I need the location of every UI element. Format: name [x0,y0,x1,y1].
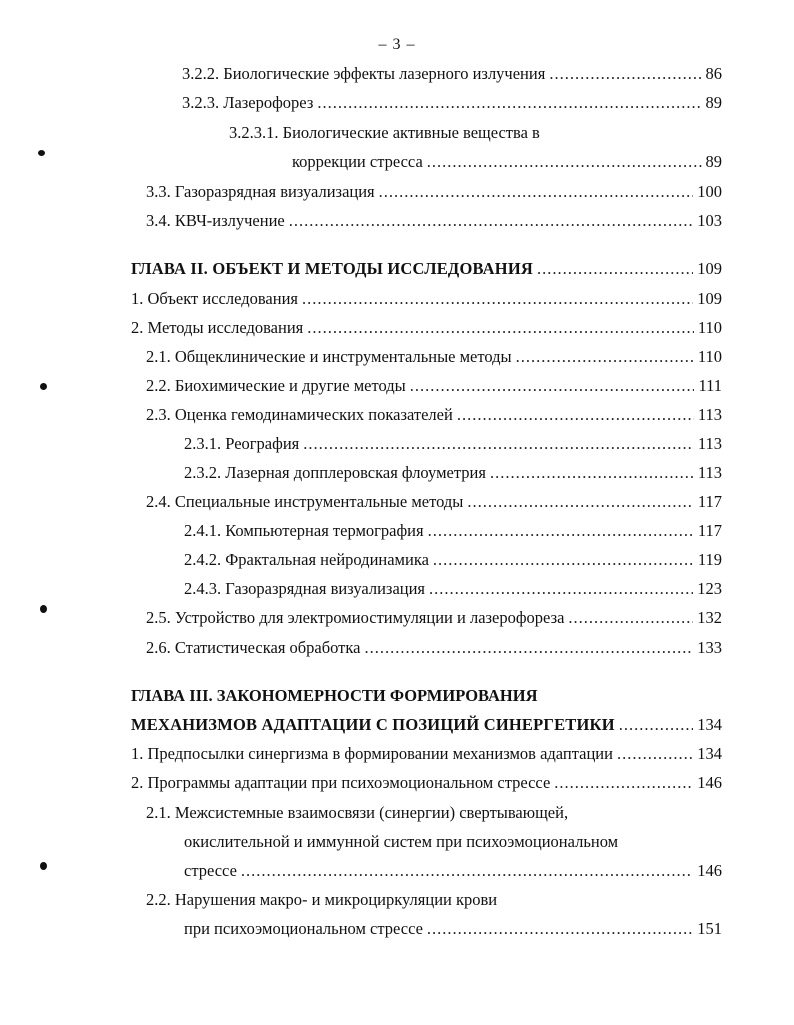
toc-entry[interactable] [184,549,722,571]
scan-speck [40,383,47,390]
leader-dots [364,637,693,659]
toc-entry[interactable] [184,433,722,455]
toc-entry-page: 134 [697,715,722,734]
leader-dots [410,375,695,397]
toc-entry-page: 146 [697,861,722,880]
toc-entry-title: 3.2.2. Биологические эффекты лазерного излучения [182,64,546,83]
leader-dots [467,491,694,513]
toc-entry[interactable] [146,346,722,368]
toc-entry-title: 2.3.1. Реография [184,434,300,453]
toc-entry-title: 2.5. Устройство для электромиостимуляции и лазерофореза [146,608,565,627]
toc-entry[interactable] [184,578,722,600]
scan-speck [38,150,45,156]
leader-dots [303,433,694,455]
toc-entry-title: при психоэмоциональном стрессе [184,919,423,938]
toc-entry-title-line1: 2.1. Межсистемные взаимосвязи (синергии) свертывающей, [146,803,569,822]
toc-entry-title-line1: 3.2.3.1. Биологические активные вещества в [229,123,540,142]
toc-entry-page: 133 [697,638,722,657]
toc-entry-page: 117 [697,521,722,540]
toc-entry[interactable] [184,520,722,542]
leader-dots [241,860,693,882]
toc-entry-title-line1: 2.2. Нарушения макро- и микроциркуляции крови [146,890,498,909]
leader-dots [490,462,694,484]
toc-entry-title: 2.4. Специальные инструментальные методы [146,492,464,511]
toc-entry[interactable] [182,63,722,85]
leader-dots [429,578,693,600]
toc-entry[interactable] [146,210,722,232]
toc-entry[interactable] [146,607,722,629]
toc-entry-title-line2: окислительной и иммунной систем при психоэмоциональном [184,832,619,851]
toc-entry[interactable] [131,743,722,765]
leader-dots [307,317,694,339]
toc-entry-title: 2. Программы адаптации при психоэмоциональном стрессе [131,773,551,792]
toc-entry-page: 113 [697,405,722,424]
toc-entry-title: 3.4. КВЧ-излучение [146,211,285,230]
scan-speck [40,605,47,613]
leader-dots [428,520,694,542]
toc-entry[interactable] [131,317,722,339]
leader-dots [516,346,694,368]
toc-entry[interactable] [184,918,722,940]
toc-entry[interactable] [146,375,722,397]
toc-entry-page: 110 [697,318,722,337]
leader-dots [433,549,694,571]
toc-entry[interactable] [182,92,722,114]
toc-entry-page: 151 [697,919,722,938]
toc-entry-title: 2.3. Оценка гемодинамических показателей [146,405,453,424]
leader-dots [537,258,693,280]
toc-entry-title: 1. Объект исследования [131,289,298,308]
chapter-title: ГЛАВА II. ОБЪЕКТ И МЕТОДЫ ИССЛЕДОВАНИЯ [131,259,533,278]
toc-entry-page: 89 [705,152,722,171]
page-number: – 3 – [378,36,416,53]
toc-entry-page: 86 [705,64,722,83]
toc-entry-title: 2. Методы исследования [131,318,304,337]
toc-entry-page: 117 [697,492,722,511]
toc-entry-page: 110 [697,347,722,366]
chapter-title-line1: ГЛАВА III. ЗАКОНОМЕРНОСТИ ФОРМИРОВАНИЯ [131,686,538,705]
toc-entry-page: 89 [705,93,722,112]
leader-dots [619,714,694,736]
toc-entry-title: коррекции стресса [292,152,423,171]
leader-dots [568,607,693,629]
toc-entry[interactable] [146,637,722,659]
toc-entry[interactable] [184,860,722,882]
leader-dots [617,743,693,765]
toc-entry[interactable] [131,772,722,794]
toc-entry-page: 123 [697,579,722,598]
toc-entry[interactable] [146,491,722,513]
leader-dots [427,151,702,173]
toc-entry-title: 3.3. Газоразрядная визуализация [146,182,375,201]
toc-entry[interactable] [131,288,722,310]
toc-entry-title: 2.4.1. Компьютерная термография [184,521,424,540]
toc-entry-page: 111 [698,376,722,395]
leader-dots [457,404,694,426]
toc-entry-page: 100 [697,182,722,201]
toc-entry-page: 103 [697,211,722,230]
leader-dots [427,918,693,940]
toc-entry-page: 119 [697,550,722,569]
toc-entry[interactable] [146,404,722,426]
toc-entry-page: 109 [697,259,722,278]
toc-entry-page: 134 [697,744,722,763]
toc-entry-page: 113 [697,434,722,453]
toc-entry-page: 109 [697,289,722,308]
toc-entry-title: 3.2.3. Лазерофорез [182,93,314,112]
toc-entry-title: 2.4.2. Фрактальная нейродинамика [184,550,429,569]
leader-dots [289,210,694,232]
toc-entry-title: 2.1. Общеклинические и инструментальные методы [146,347,512,366]
toc-entry-title: 2.6. Статистическая обработка [146,638,361,657]
toc-entry-title: 2.2. Биохимические и другие методы [146,376,406,395]
toc-entry[interactable] [292,151,722,173]
toc-entry[interactable] [184,462,722,484]
toc-entry-title: 1. Предпосылки синергизма в формировании механизмов адаптации [131,744,613,763]
toc-entry-page: 146 [697,773,722,792]
toc-entry-title: 2.3.2. Лазерная допплеровская флоуметрия [184,463,486,482]
leader-dots [379,181,694,203]
chapter-title: МЕХАНИЗМОВ АДАПТАЦИИ С ПОЗИЦИЙ СИНЕРГЕТИКИ [131,715,615,734]
toc-entry[interactable] [146,181,722,203]
leader-dots [549,63,701,85]
leader-dots [302,288,693,310]
leader-dots [554,772,693,794]
chapter-heading[interactable] [131,258,722,280]
scan-speck [40,862,47,870]
toc-entry-title: стрессе [184,861,237,880]
leader-dots [317,92,701,114]
toc-entry-page: 132 [697,608,722,627]
chapter-heading[interactable] [131,714,722,736]
toc-entry-page: 113 [697,463,722,482]
toc-entry-title: 2.4.3. Газоразрядная визуализация [184,579,426,598]
